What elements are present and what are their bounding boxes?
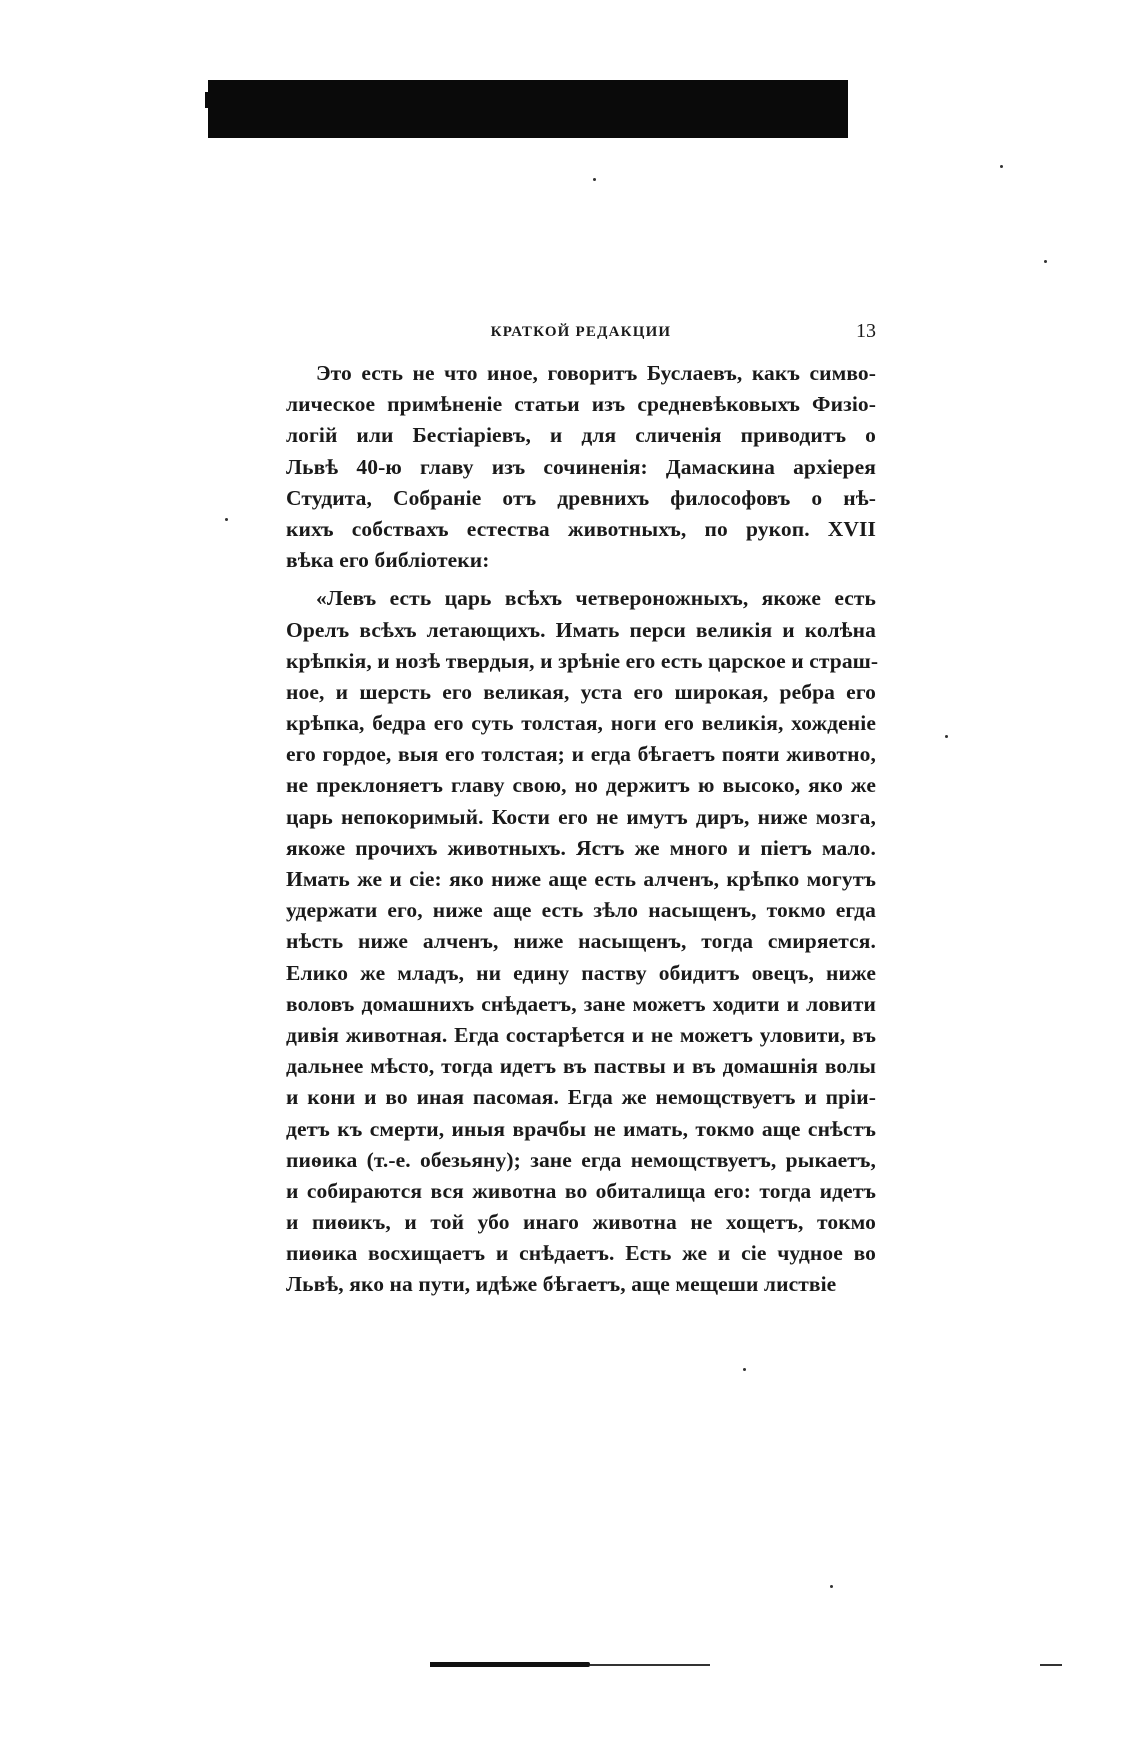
text-line: пиѳика восхищаетъ и снѣдаетъ. Есть же и сіе чудное во: [286, 1241, 876, 1266]
text-line: царь непокоримый. Кости его не имутъ диръ, ниже мозга,: [286, 804, 876, 829]
scan-speck: [1000, 165, 1003, 168]
text-line: крѣпка, бедра его суть толстая, ноги его великія, хожденіе: [286, 711, 876, 736]
text-line: «Левъ есть царь всѣхъ четвероножныхъ, якоже есть: [316, 586, 876, 611]
paragraph: [286, 358, 876, 576]
scan-speck: [830, 1585, 833, 1588]
text-line: и кони и во иная пасомая. Егда же немощствуетъ и пріи-: [286, 1085, 876, 1110]
top-redaction-bar: [208, 80, 848, 138]
text-line: пиѳика (т.-е. обезьяну); зане егда немощствуетъ, рыкаетъ,: [286, 1147, 876, 1172]
bottom-rule: [430, 1662, 590, 1667]
running-title: КРАТКОЙ РЕДАКЦИИ: [490, 324, 672, 340]
scan-speck: [225, 518, 228, 521]
text-line: нѣсть ниже алченъ, ниже насыщенъ, тогда смиряется.: [286, 929, 876, 954]
paragraph-gap: [286, 576, 876, 583]
page-number: 13: [856, 320, 876, 342]
text-line: Елико же младъ, ни едину паству обидитъ овецъ, ниже: [286, 960, 876, 985]
text-line: крѣпкія, и нозѣ твердыя, и зрѣніе его есть царское и страш-: [286, 648, 879, 673]
scan-speck: [743, 1368, 746, 1371]
text-line: Это есть не что иное, говоритъ Буслаевъ, какъ симво-: [316, 361, 876, 385]
running-header: [286, 320, 876, 350]
text-line: Львѣ 40-ю главу изъ сочиненія: Дамаскина архіерея: [286, 454, 876, 479]
text-line: воловъ домашнихъ снѣдаетъ, зане можетъ ходити и ловити: [286, 991, 876, 1016]
text-line: Студита, Собраніе отъ древнихъ философовъ о нѣ-: [286, 485, 876, 510]
bottom-rule-tail: [590, 1664, 710, 1666]
text-line: дальнее мѣсто, тогда идетъ въ паствы и въ домашнія волы: [286, 1054, 876, 1079]
text-line: детъ къ смерти, иныя врачбы не имать, токмо аще снѣстъ: [286, 1116, 876, 1141]
text-line: якоже прочихъ животныхъ. Ястъ же много и піетъ мало.: [286, 835, 876, 860]
top-redaction-bar-edge: [205, 92, 209, 108]
scan-speck: [945, 735, 948, 738]
text-line: удержати его, ниже аще есть зѣло насыщенъ, токмо егда: [286, 898, 876, 923]
text-line: и собираются вся животна во обиталища его: тогда идетъ: [286, 1178, 876, 1203]
text-line: вѣка его библіотеки:: [286, 548, 490, 573]
text-line: кихъ собствахъ естества животныхъ, по рукоп. XVII: [286, 516, 876, 541]
scan-speck: [593, 178, 596, 181]
scan-speck: [1044, 260, 1047, 263]
text-line: лическое примѣненіе статьи изъ средневѣковыхъ Физіо-: [286, 392, 876, 417]
text-line: не преклоняетъ главу свою, но держитъ ю высоко, яко же: [286, 773, 876, 798]
text-line: ное, и шерсть его великая, уста его широкая, ребра его: [286, 679, 876, 704]
paragraph: [286, 583, 879, 1300]
text-line: его гордое, выя его толстая; и егда бѣгаетъ пояти животно,: [286, 742, 876, 767]
text-line: логій или Бестіаріевъ, и для сличенія приводитъ о: [286, 423, 876, 448]
margin-dash: [1040, 1664, 1062, 1666]
text-line: дивія животная. Егда состарѣется и не можетъ уловити, въ: [286, 1022, 876, 1047]
text-line: Орелъ всѣхъ летающихъ. Имать перси великія и колѣна: [286, 617, 876, 642]
text-line: и пиѳикъ, и той убо инаго животна не хощетъ, токмо: [286, 1210, 876, 1235]
text-line: Львѣ, яко на пути, идѣже бѣгаетъ, аще мещеши листвіе: [286, 1272, 837, 1297]
text-line: Имать же и сіе: яко ниже аще есть алченъ, крѣпко могутъ: [286, 867, 876, 891]
body-text: [286, 358, 879, 1301]
